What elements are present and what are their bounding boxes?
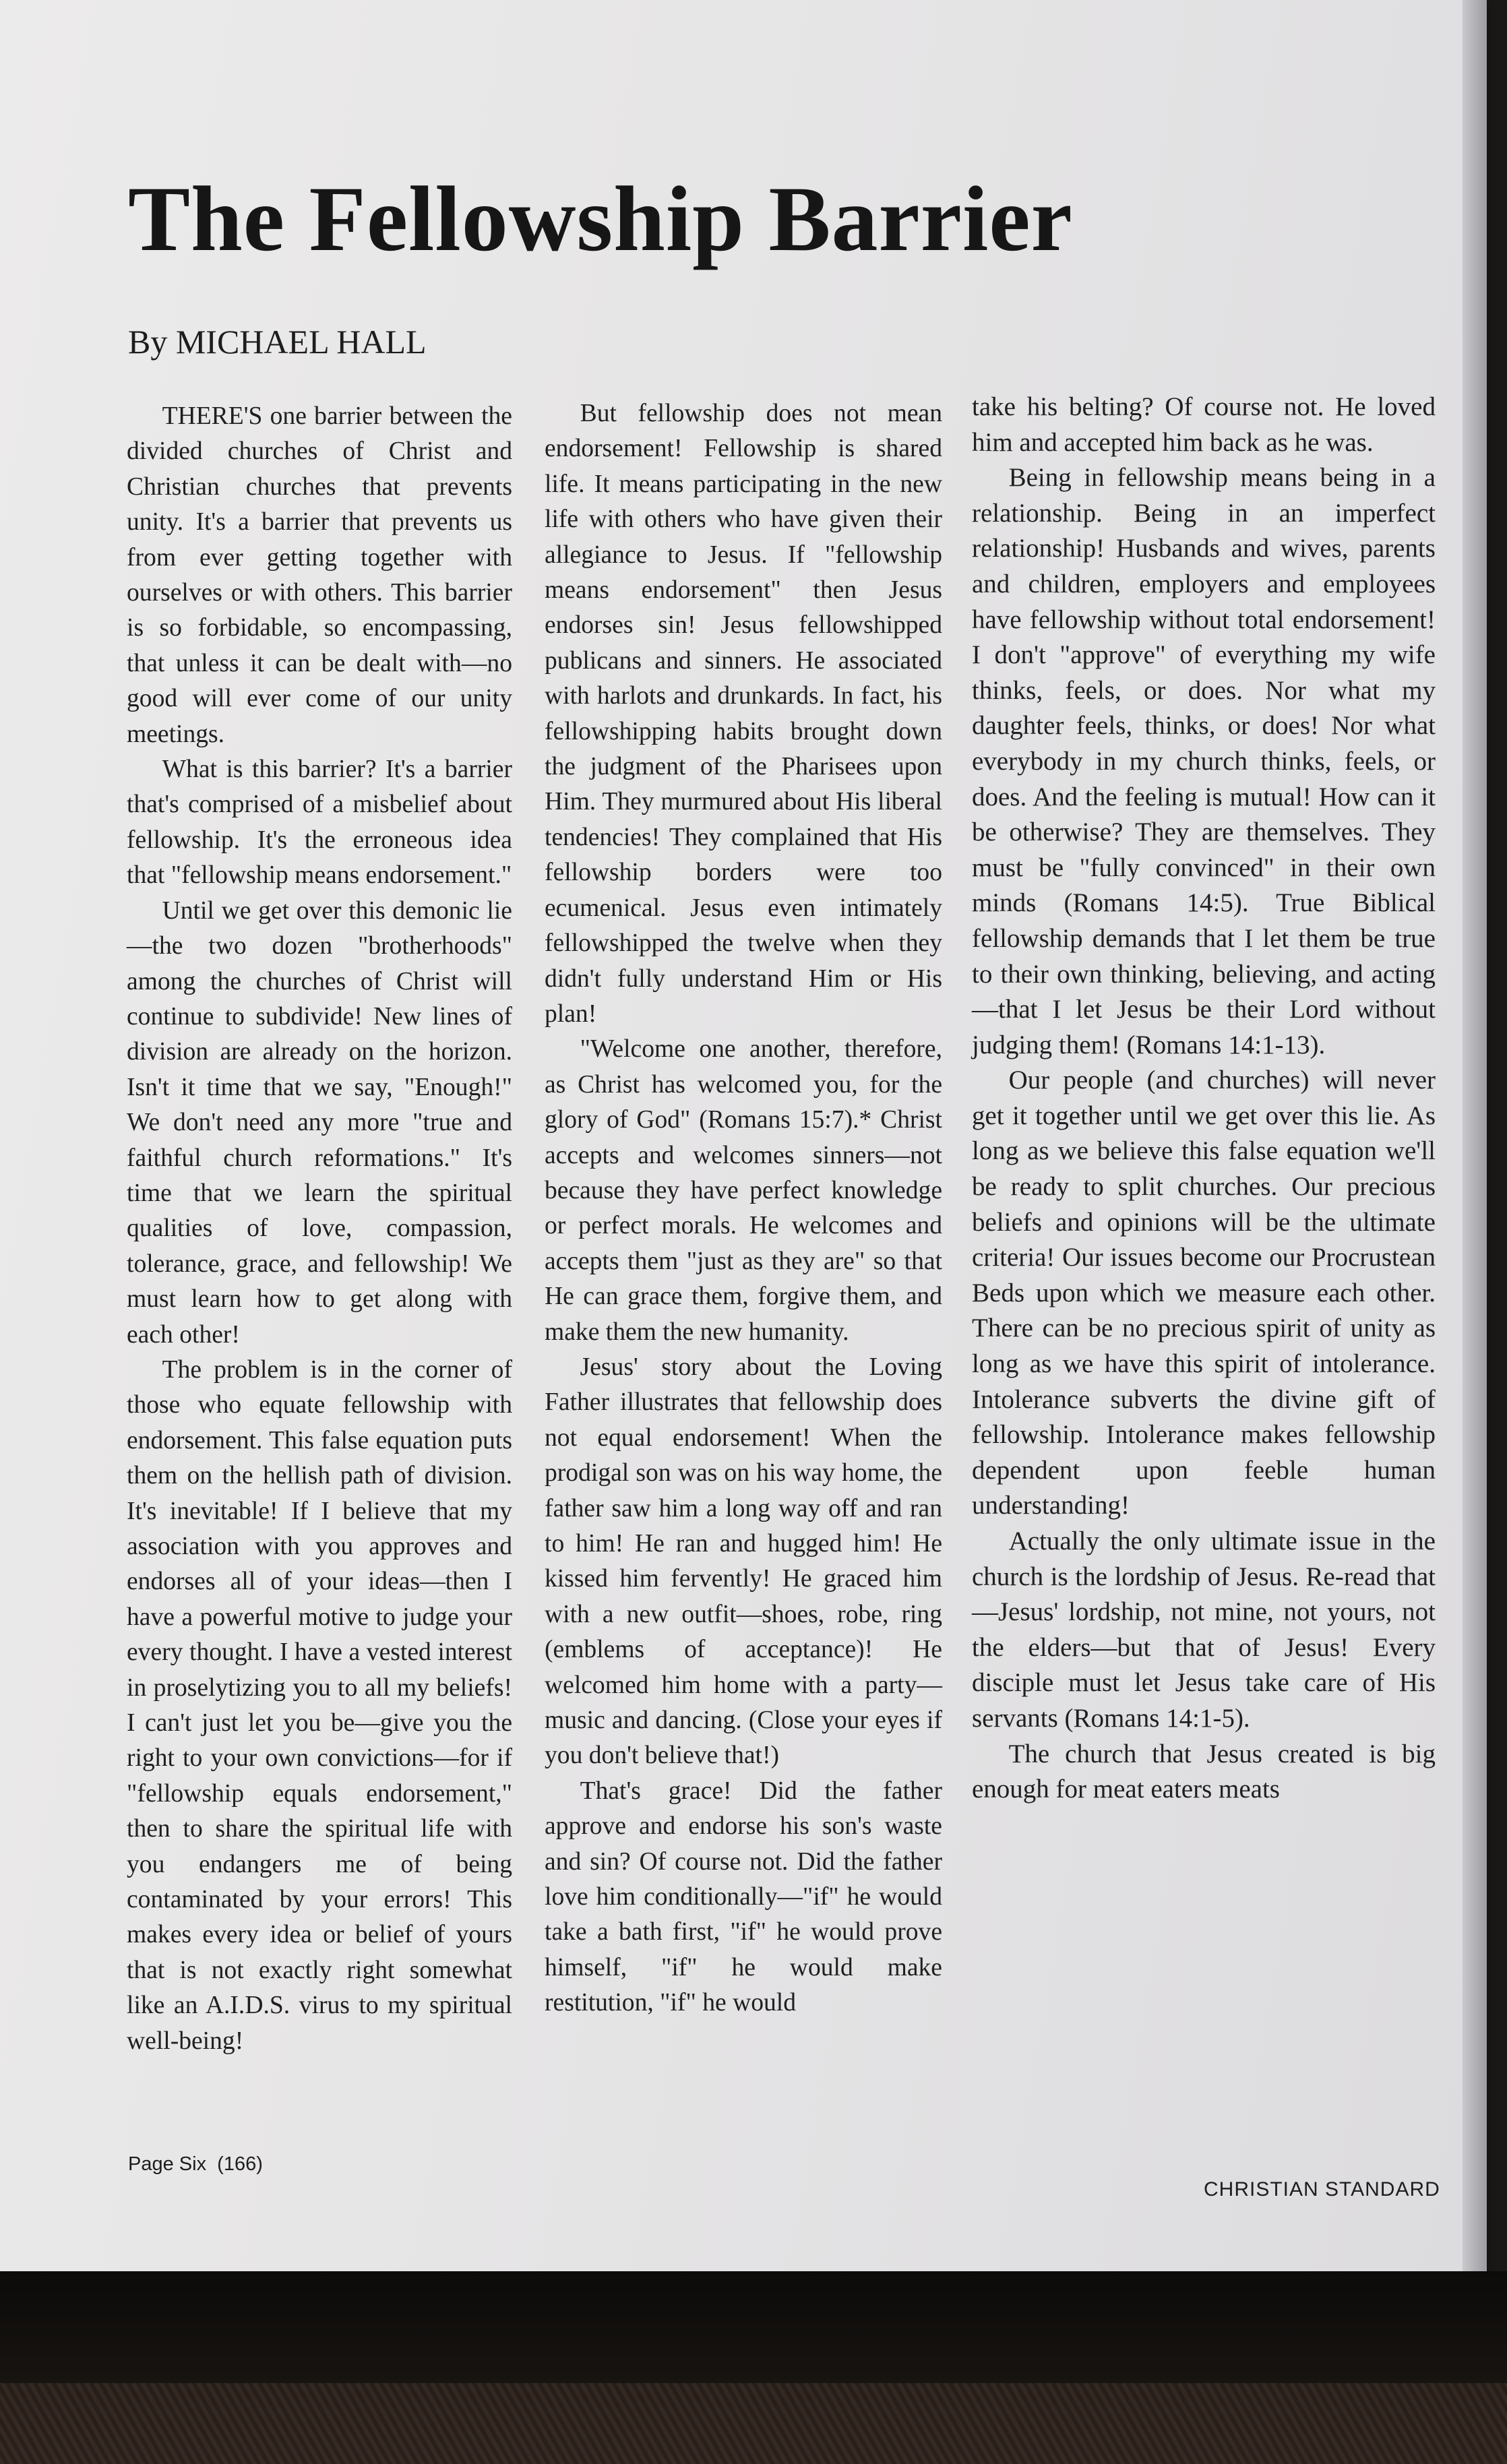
paragraph: But fellowship does not mean endorsement! Fellowship is shared life. It means participating in the new life with others who have given their allegiance to Jesus. If "fellowship means endorsement" then Jesus endorses sin! Jesus fellowshipped publicans and sinners. He associated with harlots and drunkards. In fact, his fellowshipping habits brought down the judgment of the Pharisees upon Him. They murmured about His liberal tendencies! They complained that His fellowship borders were too ecumenical. Jesus even intimately fellowshipped the twelve when they didn't fully understand Him or His plan! bbox=[545, 400, 942, 1028]
paragraph: What is this barrier? It's a barrier that's comprised of a misbelief about fellowship. It's the erroneous idea that "fellowship means endorsement." bbox=[127, 756, 512, 890]
article-column-1 bbox=[127, 399, 512, 2059]
page-number: Page Six (166) bbox=[128, 2153, 263, 2175]
paragraph: Our people (and churches) will never get it together until we get over this lie. As long as we believe this false equation we'll be ready to split churches. Our precious beliefs and opinions will be the ultimate criteria! Our issues become our Procrustean Beds upon which we measure each other. There can be no precious spirit of unity as long as we have this spirit of intolerance. Intolerance subverts the divine gift of fellowship. Intolerance makes fellowship dependent upon feeble human understanding! bbox=[972, 1066, 1436, 1520]
publication-name: CHRISTIAN STANDARD bbox=[1204, 2178, 1440, 2200]
paragraph-continuation: take his belting? Of course not. He loved him and accepted him back as he was. bbox=[972, 392, 1436, 457]
article-title: The Fellowship Barrier bbox=[128, 167, 1073, 270]
paragraph: Until we get over this demonic lie—the two dozen "brotherhoods" among the churches of Christ will continue to subdivide! New lines of division are already on the horizon. Isn't it time that we say, "Enough!" We don't need any more "true and faithful church reformations." It's time that we learn the spiritual qualities of love, compassion, tolerance, grace, and fellowship! We must learn how to get along with each other! bbox=[127, 896, 512, 1349]
paragraph: The church that Jesus created is big enough for meat eaters meats bbox=[972, 1739, 1436, 1804]
paragraph: Being in fellowship means being in a relationship. Being in an imperfect relationship! Husbands and wives, parents and children, employers and employees have fellowship without total endorsement! I don't "approve" of everything my wife thinks, feels, or does. Nor what my daughter feels, thinks, or does! Nor what everybody in my church thinks, feels, or does. And the feeling is mutual! How can it be otherwise? They are themselves. They must be "fully convinced" in their own minds (Romans 14:5). True Biblical fellowship demands that I let them be true to their own thinking, believing, and acting—that I let Jesus be their Lord without judging them! (Romans 14:1-13). bbox=[972, 463, 1436, 1059]
paragraph: Jesus' story about the Loving Father illustrates that fellowship does not equal endorsement! When the prodigal son was on his way home, the father saw him a long way off and ran to him! He ran and hugged him! He kissed him fervently! He graced him with a new outfit—shoes, robe, ring (emblems of acceptance)! He welcomed him home with a party—music and dancing. (Close your eyes if you don't believe that!) bbox=[545, 1353, 942, 1770]
paragraph: That's grace! Did the father approve and endorse his son's waste and sin? Of course not. Did the father love him conditionally—"if" he would take a bath first, "if" he would prove himself, "if" he would make restitution, "if" he would bbox=[545, 1777, 942, 2017]
paragraph: THERE'S one barrier between the divided churches of Christ and Christian churches that prevents unity. It's a barrier that prevents us from ever getting together with ourselves or with others. This barrier is so forbidable, so encompassing, that unless it can be dealt with—no good will ever come of our unity meetings. bbox=[127, 402, 512, 748]
paragraph: The problem is in the corner of those who equate fellowship with endorsement. This false equation puts them on the hellish path of division. It's inevitable! If I believe that my association with you approves and endorses all of your ideas—then I have a powerful motive to judge your every thought. I have a vested interest in proselytizing you to all my beliefs! I can't just let you be—give you the right to your own convictions—for if "fellowship equals endorsement," then to share the spiritual life with you endangers me of being contaminated by your errors! This makes every idea or belief of yours that is not exactly right somewhat like an A.I.D.S. virus to my spiritual well-being! bbox=[127, 1355, 512, 2055]
article-column-3 bbox=[972, 390, 1436, 1808]
paragraph: "Welcome one another, therefore, as Christ has welcomed you, for the glory of God" (Romans 15:7).* Christ accepts and welcomes sinners—not because they have perfect knowledge or perfect morals. He welcomes and accepts them "just as they are" so that He can grace them, forgive them, and make them the new humanity. bbox=[545, 1035, 942, 1346]
background-surface bbox=[0, 2271, 1507, 2464]
paragraph: Actually the only ultimate issue in the church is the lordship of Jesus. Re-read that—Jesus' lordship, not mine, not yours, not the elders—but that of Jesus! Every disciple must let Jesus take care of His servants (Romans 14:1-5). bbox=[972, 1527, 1436, 1733]
article-column-2 bbox=[545, 396, 942, 2021]
byline: By MICHAEL HALL bbox=[128, 323, 427, 361]
